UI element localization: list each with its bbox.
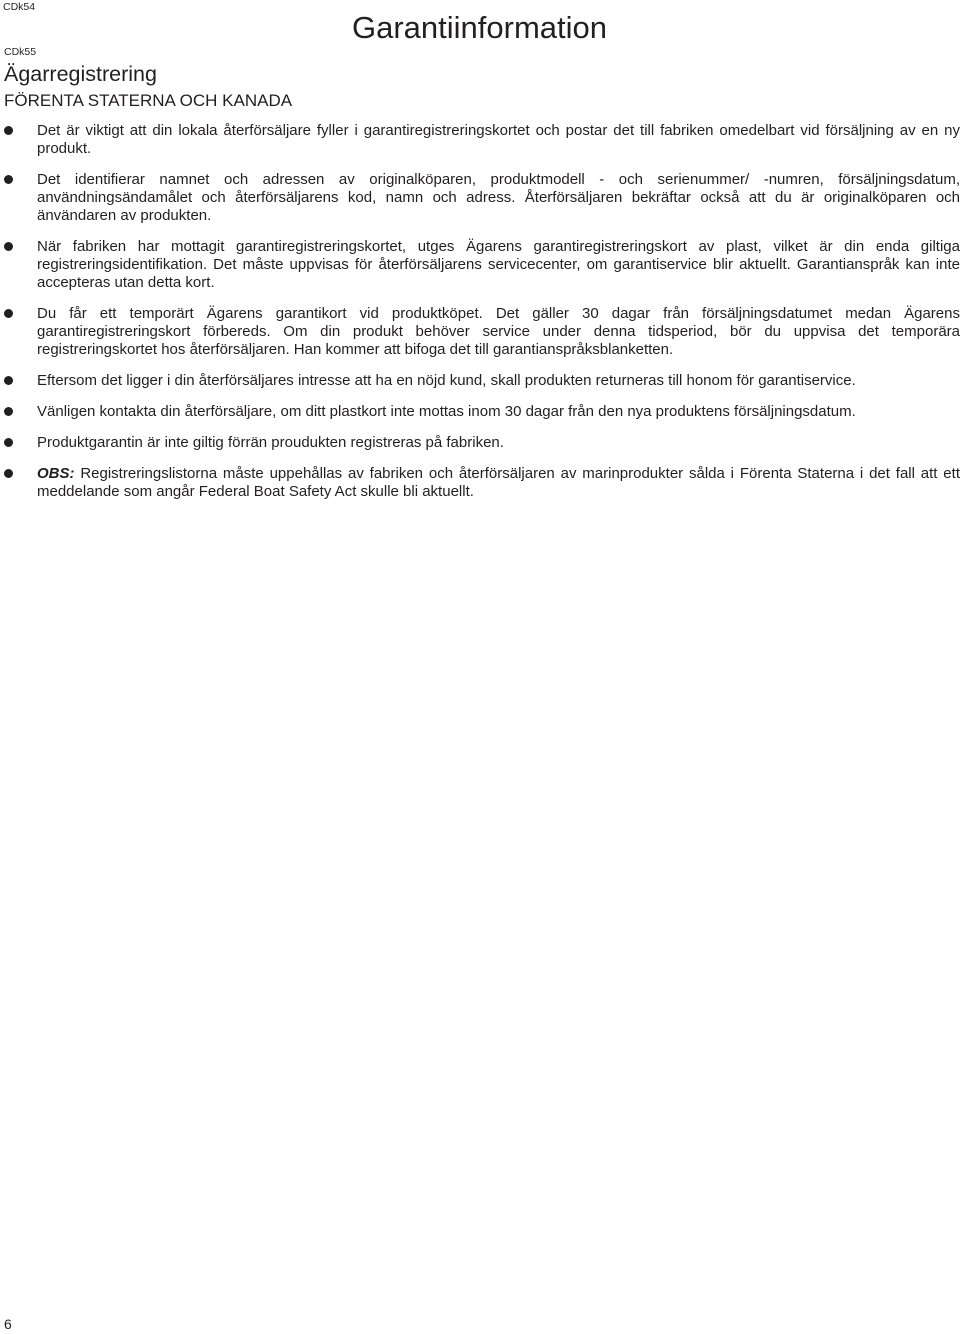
bullet-text: Du får ett temporärt Ägarens garantikort vid produktköpet. Det gäller 30 dagar från försäljningsdatumet medan Ägarens garantiregistreringskort förbereds. Om din produkt behöver service under denna tidsperiod, bör du uppvisa det temporära registreringskortet hos återförsäljaren. Han kommer att bifoga det till garantianspråksblanketten. bbox=[37, 305, 960, 358]
bullet-icon bbox=[4, 469, 13, 478]
bullet-item bbox=[0, 305, 960, 359]
bullet-item bbox=[0, 372, 960, 390]
bullet-icon bbox=[4, 438, 13, 447]
obs-label: OBS: bbox=[37, 465, 75, 482]
bullet-icon bbox=[4, 376, 13, 385]
obs-note-body bbox=[37, 465, 960, 501]
section-subtitle: FÖRENTA STATERNA OCH KANADA bbox=[4, 91, 293, 110]
bullet-item bbox=[0, 434, 960, 452]
bullet-item bbox=[0, 171, 960, 225]
bullet-icon bbox=[4, 175, 13, 184]
bullet-icon bbox=[4, 126, 13, 135]
bullet-text: Det identifierar namnet och adressen av originalköparen, produktmodell - och serienummer/ -numren, försäljningsdatum, användningsändamålet och återförsäljarens kod, namn och adress. Återförsäljaren bekräftar också att du är originalköparen och änvändaren av produkten. bbox=[37, 171, 960, 224]
bullet-item bbox=[0, 122, 960, 158]
bullet-text: Eftersom det ligger i din återförsäljares intresse att ha en nöjd kund, skall produkten returneras till honom för garantiservice. bbox=[37, 372, 856, 389]
section-code: CDk55 bbox=[4, 46, 37, 58]
obs-text: Registreringslistorna måste uppehållas av fabriken och återförsäljaren av marinprodukter sålda i Förenta Staterna i det fall att ett meddelande som angår Federal Boat Safety Act skulle bli aktuellt. bbox=[37, 465, 960, 500]
bullet-text: Det är viktigt att din lokala återförsäljare fyller i garantiregistreringskortet och postar det till fabriken omedelbart vid försäljning av en ny produkt. bbox=[37, 122, 960, 157]
obs-note bbox=[0, 465, 960, 501]
bullet-text: Produktgarantin är inte giltig förrän proudukten registreras på fabriken. bbox=[37, 434, 504, 451]
page-number: 6 bbox=[4, 1316, 12, 1332]
section-title: Ägarregistrering bbox=[4, 62, 157, 86]
document-code-top: CDk54 bbox=[3, 1, 36, 13]
page-title: Garantiinformation bbox=[352, 10, 608, 45]
bullet-item bbox=[0, 403, 960, 421]
bullet-icon bbox=[4, 309, 13, 318]
bullet-list bbox=[0, 122, 960, 514]
bullet-item bbox=[0, 238, 960, 292]
bullet-icon bbox=[4, 407, 13, 416]
bullet-text: När fabriken har mottagit garantiregistreringskortet, utges Ägarens garantiregistreringskort av plast, vilket är din enda giltiga registreringsidentifikation. Det måste uppvisas för återförsäljarens servicecenter, om garantiservice blir aktuellt. Garantianspråk kan inte accepteras utan detta kort. bbox=[37, 238, 960, 291]
bullet-text: Vänligen kontakta din återförsäljare, om ditt plastkort inte mottas inom 30 dagar från den nya produktens försäljningsdatum. bbox=[37, 403, 856, 420]
bullet-icon bbox=[4, 242, 13, 251]
